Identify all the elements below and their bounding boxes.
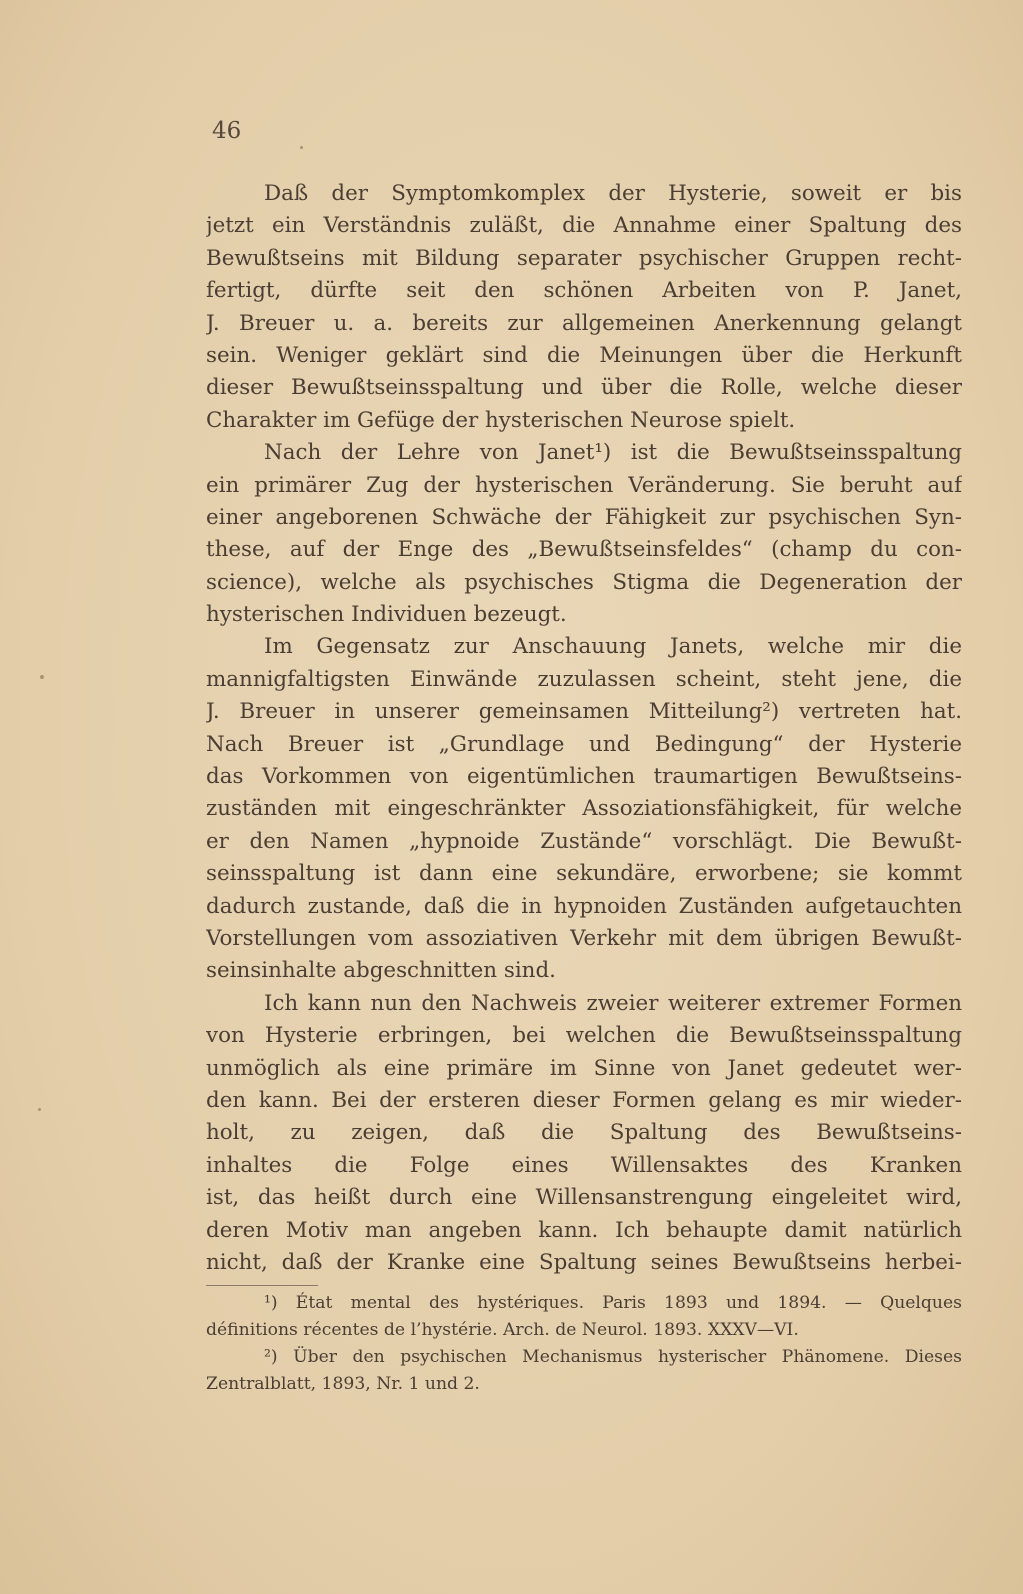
text-line: seinsspaltung ist dann eine sekundäre, erworbene; sie kommt [206, 861, 962, 887]
text-line: deren Motiv man angeben kann. Ich behaupte damit natürlich [206, 1217, 962, 1243]
text-line: das Vorkommen von eigentümlichen traumartigen Bewußtseins- [206, 764, 962, 790]
text-line: these, auf der Enge des „Bewußtseinsfeldes“ (champ du con- [206, 537, 962, 563]
text-line: inhaltes die Folge eines Willensaktes des Kranken [206, 1152, 962, 1178]
text-line: einer angeborenen Schwäche der Fähigkeit zur psychischen Syn- [206, 504, 962, 530]
text-line: Vorstellungen vom assoziativen Verkehr mit dem übrigen Bewußt- [206, 925, 962, 951]
body-text [206, 178, 962, 1279]
text-line: sein. Weniger geklärt sind die Meinungen über die Herkunft [206, 342, 962, 368]
text-line: mannigfaltigsten Einwände zuzulassen scheint, steht jene, die [206, 666, 962, 692]
text-line: dieser Bewußtseinsspaltung und über die Rolle, welche dieser [206, 375, 962, 401]
page-number: 46 [212, 118, 242, 144]
text-line: Nach Breuer ist „Grundlage und Bedingung“ der Hysterie [206, 731, 962, 757]
text-line: hysterischen Individuen bezeugt. [206, 602, 567, 628]
text-line: J. Breuer in unserer gemeinsamen Mitteilung²) vertreten hat. [206, 699, 962, 725]
text-line: J. Breuer u. a. bereits zur allgemeinen Anerkennung gelangt [206, 310, 962, 336]
text-line: Ich kann nun den Nachweis zweier weiterer extremer Formen [264, 990, 962, 1016]
footnote-line: ²) Über den psychischen Mechanismus hysterischer Phänomene. Dieses [264, 1347, 962, 1367]
text-line: jetzt ein Verständnis zuläßt, die Annahme einer Spaltung des [206, 213, 962, 239]
text-line: dadurch zustande, daß die in hypnoiden Zuständen aufgetauchten [206, 893, 962, 919]
paper-speck [38, 1108, 41, 1111]
footnote-line: définitions récentes de l’hystérie. Arch. de Neurol. 1893. XXXV—VI. [206, 1320, 799, 1340]
text-line: Charakter im Gefüge der hysterischen Neurose spielt. [206, 407, 796, 433]
text-line: seinsinhalte abgeschnitten sind. [206, 958, 556, 984]
footnotes [206, 1290, 962, 1398]
text-line: Im Gegensatz zur Anschauung Janets, welche mir die [264, 634, 962, 660]
paper-speck [40, 675, 44, 679]
text-line: Nach der Lehre von Janet¹) ist die Bewußtseinsspaltung [264, 440, 962, 466]
text-line: unmöglich als eine primäre im Sinne von Janet gedeutet wer- [206, 1055, 962, 1081]
text-line: Daß der Symptomkomplex der Hysterie, soweit er bis [264, 181, 962, 206]
text-line: fertigt, dürfte seit den schönen Arbeiten von P. Janet, [206, 278, 962, 304]
text-line: er den Namen „hypnoide Zustände“ vorschlägt. Die Bewußt- [206, 828, 962, 854]
footnote-line: ¹) État mental des hystériques. Paris 1893 und 1894. — Quelques [264, 1293, 962, 1313]
text-line: von Hysterie erbringen, bei welchen die Bewußtseinsspaltung [206, 1023, 962, 1049]
footnote-line: Zentralblatt, 1893, Nr. 1 und 2. [206, 1374, 480, 1394]
footnote-separator [206, 1285, 318, 1286]
text-line: den kann. Bei der ersteren dieser Formen gelang es mir wieder- [206, 1087, 962, 1113]
paper-speck [300, 146, 303, 149]
text-line: ist, das heißt durch eine Willensanstrengung eingeleitet wird, [206, 1185, 962, 1211]
text-line: zuständen mit eingeschränkter Assoziationsfähigkeit, für welche [206, 796, 962, 822]
text-line: science), welche als psychisches Stigma die Degeneration der [206, 569, 962, 595]
text-line: holt, zu zeigen, daß die Spaltung des Bewußtseins- [206, 1120, 962, 1146]
text-line: nicht, daß der Kranke eine Spaltung seines Bewußtseins herbei- [206, 1249, 962, 1275]
text-line: Bewußtseins mit Bildung separater psychischer Gruppen recht- [206, 245, 962, 271]
text-line: ein primärer Zug der hysterischen Veränderung. Sie beruht auf [206, 472, 962, 498]
